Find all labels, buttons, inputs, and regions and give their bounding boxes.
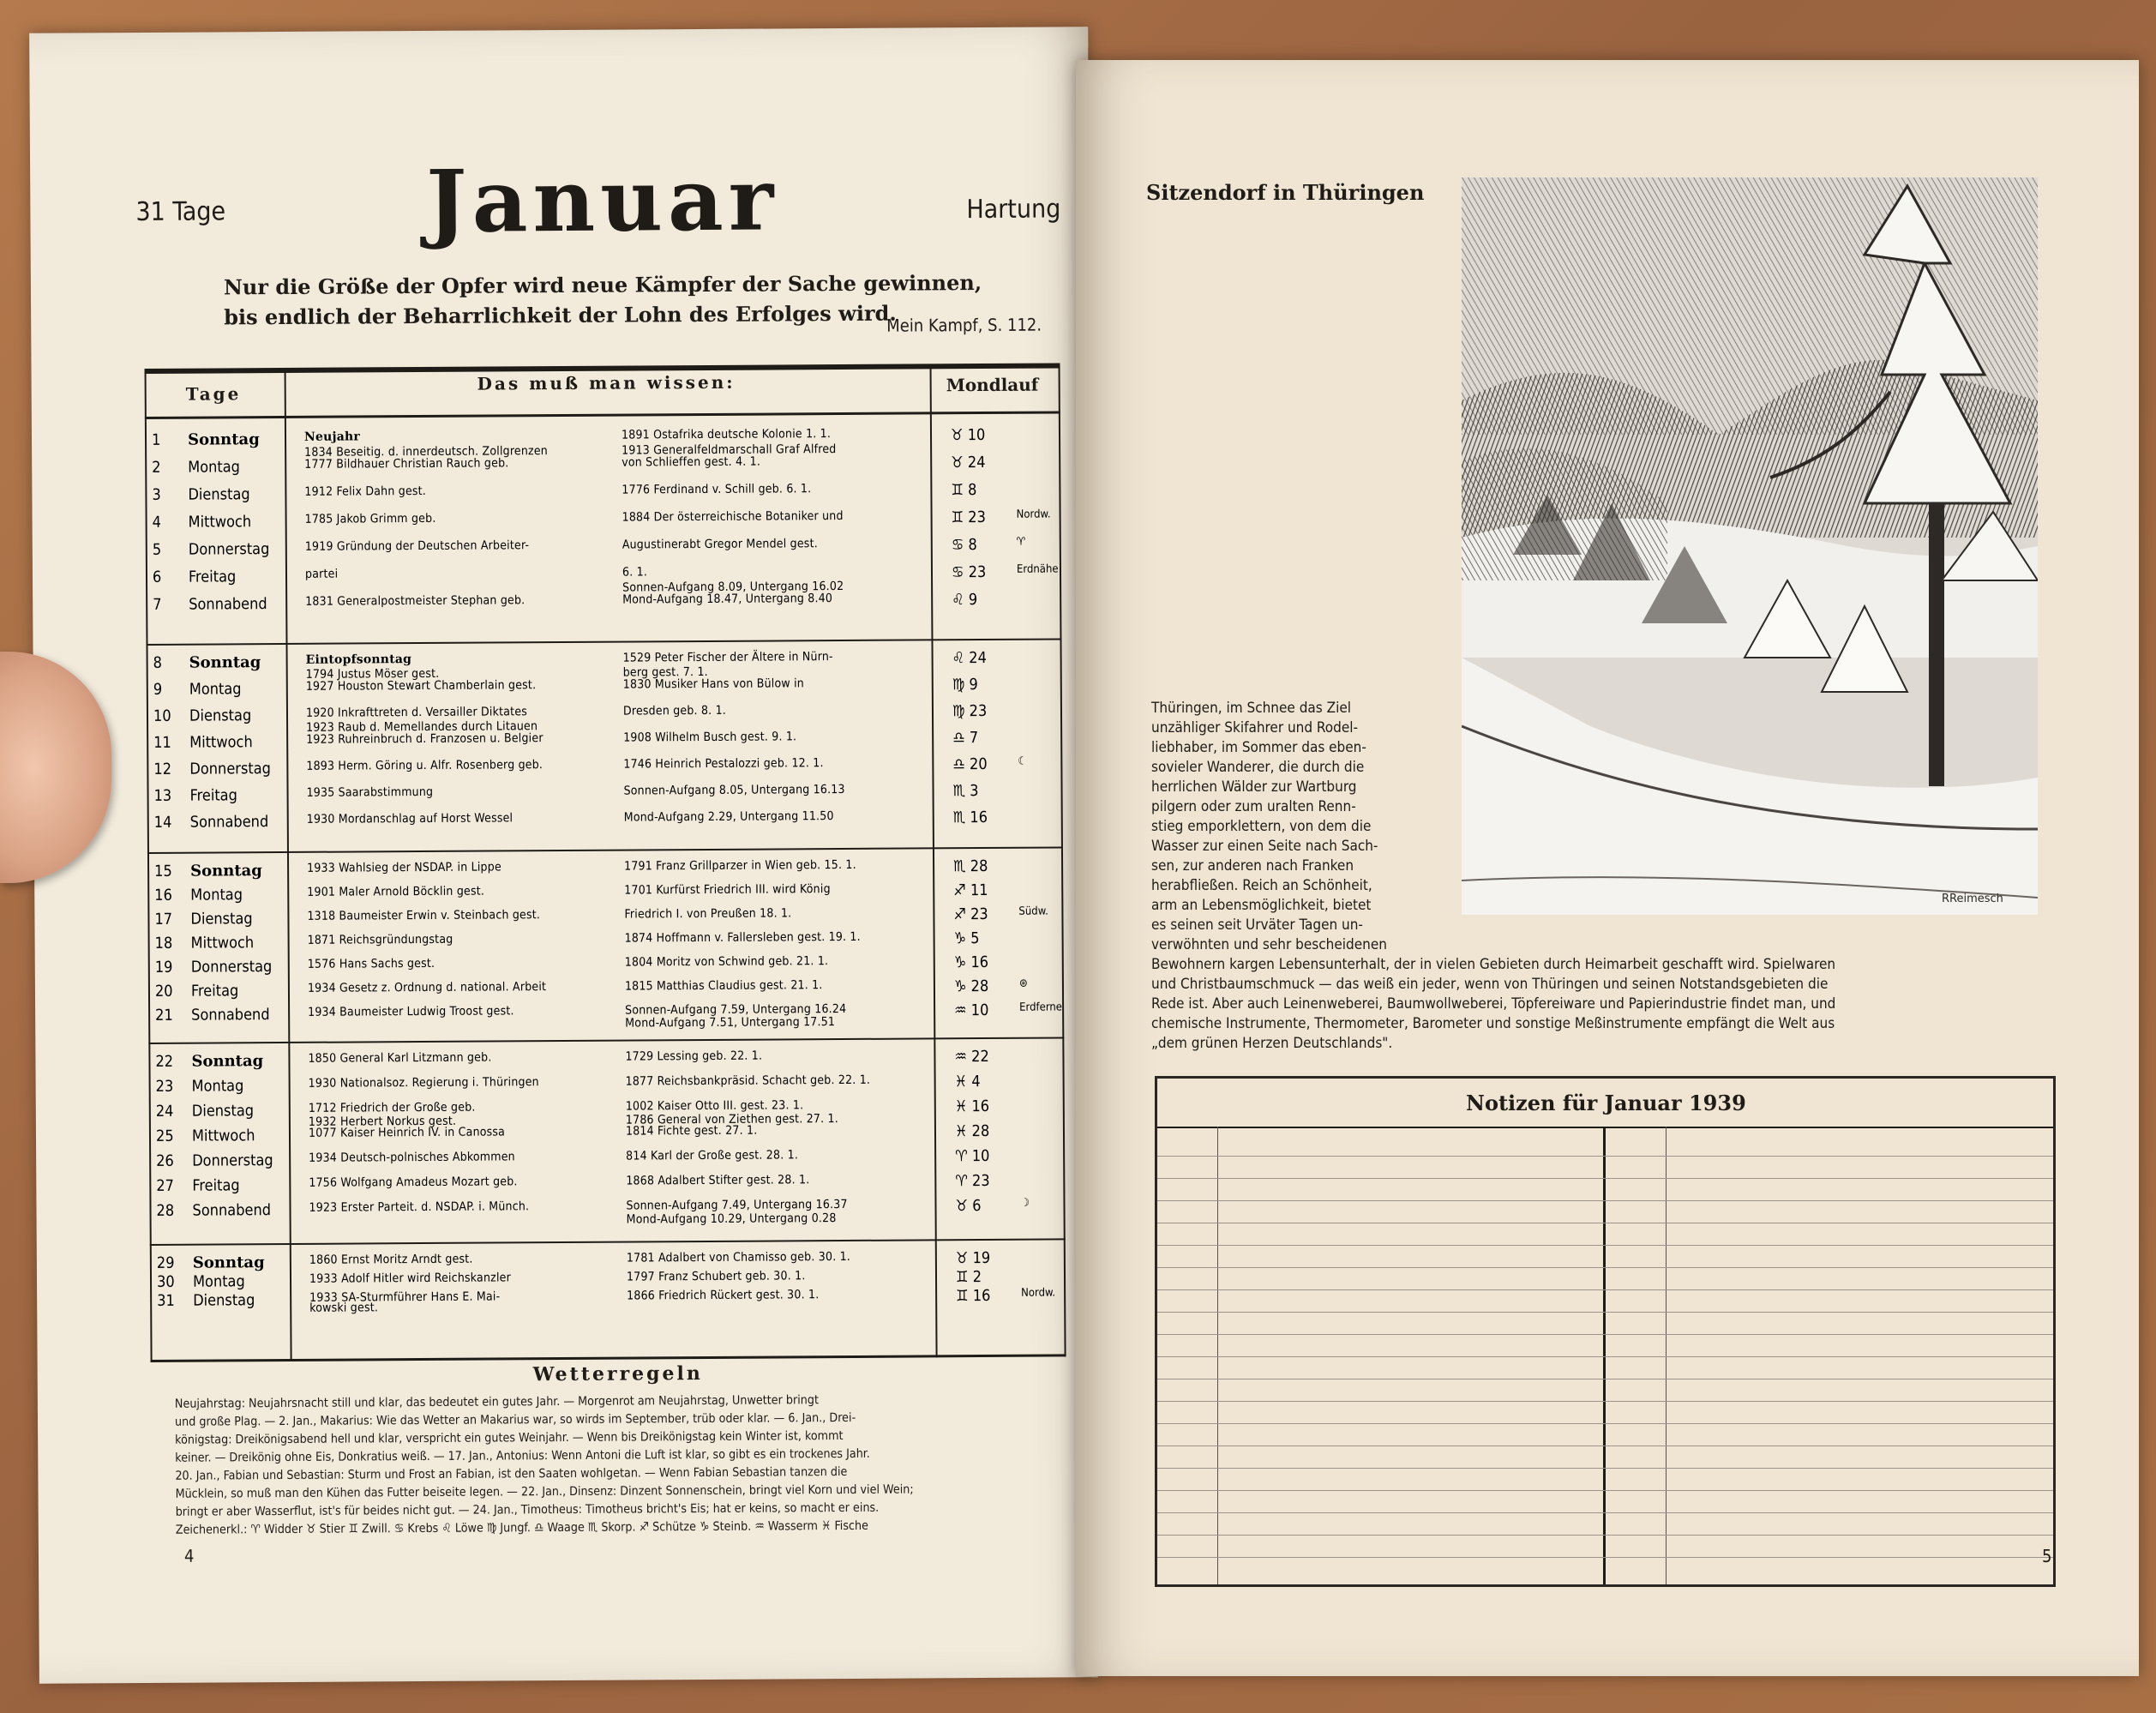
event-left-second: kowski gest. bbox=[309, 1301, 379, 1315]
event-right: 1815 Matthias Claudius gest. 21. 1. bbox=[624, 978, 823, 994]
description-wide-line: Bewohnern kargen Lebensunterhalt, der in vielen Gebieten durch Heimarbeit geschafft wird. Spielwaren bbox=[1151, 956, 1836, 973]
day-number: 14 bbox=[153, 813, 172, 832]
week-separator bbox=[146, 638, 1061, 646]
calendar-row bbox=[33, 562, 1061, 595]
event-left: 1933 SA-Sturmführer Hans E. Mai- bbox=[309, 1289, 501, 1305]
week-separator bbox=[148, 1037, 1064, 1044]
description-line: sovieler Wanderer, die durch die bbox=[1151, 759, 1365, 776]
days-count: 31 Tage bbox=[135, 196, 226, 228]
notes-title: Notizen für Januar 1939 bbox=[1466, 1091, 1746, 1115]
event-left: 1318 Baumeister Erwin v. Steinbach gest. bbox=[307, 908, 541, 923]
moon-position: ♋ 8 bbox=[951, 536, 977, 555]
day-number: 24 bbox=[155, 1102, 174, 1121]
day-number: 3 bbox=[152, 485, 161, 504]
event-left: 1935 Saarabstimmung bbox=[306, 784, 434, 800]
notes-ruled-line bbox=[1157, 1334, 2053, 1335]
day-number: 5 bbox=[152, 540, 162, 559]
day-name: Sonntag bbox=[192, 1253, 265, 1272]
event-left-second: 1932 Herbert Norkus gest. bbox=[308, 1114, 457, 1129]
event-left-second: 1834 Beseitig. d. innerdeutsch. Zollgrenzen bbox=[304, 444, 549, 460]
day-number: 22 bbox=[155, 1052, 174, 1071]
event-right: 1529 Peter Fischer der Ältere in Nürn- bbox=[622, 650, 833, 665]
moon-position: ♑ 5 bbox=[953, 929, 980, 948]
weather-rule-line: und große Plag. — 2. Jan., Makarius: Wie das Wetter an Makarius war, so wirds im September, trüb oder klar. — 6. Jan., Drei- bbox=[174, 1410, 856, 1429]
event-left: 1933 Adolf Hitler wird Reichskanzler bbox=[309, 1271, 512, 1286]
day-number: 23 bbox=[155, 1077, 174, 1096]
left-page bbox=[29, 27, 1098, 1684]
moon-note: ♈ bbox=[1016, 535, 1026, 549]
calendar-row bbox=[35, 1001, 1064, 1031]
calendar-row bbox=[34, 881, 1063, 905]
moon-note: ☽ bbox=[1020, 1196, 1030, 1210]
day-number: 21 bbox=[155, 1006, 173, 1025]
table-bottom-rule bbox=[151, 1354, 1066, 1362]
moon-position: ♒ 10 bbox=[954, 1001, 989, 1020]
calendar-row bbox=[33, 508, 1061, 532]
day-number: 11 bbox=[153, 733, 171, 752]
event-left: 1901 Maler Arnold Böcklin gest. bbox=[307, 884, 485, 899]
event-left: 1860 Ernst Moritz Arndt gest. bbox=[309, 1252, 473, 1267]
event-right: 1781 Adalbert von Chamisso geb. 30. 1. bbox=[626, 1249, 851, 1265]
day-name: Mittwoch bbox=[191, 1127, 255, 1145]
description-line: liebhaber, im Sommer das eben- bbox=[1151, 739, 1366, 756]
moon-note: Südw. bbox=[1018, 905, 1048, 918]
event-left: 1712 Friedrich der Große geb. bbox=[308, 1100, 476, 1115]
moon-position: ♊ 2 bbox=[955, 1268, 982, 1287]
day-number: 1 bbox=[151, 430, 161, 449]
notes-col-2 bbox=[1666, 1127, 1667, 1584]
day-name: Montag bbox=[189, 680, 242, 699]
event-left: 1934 Baumeister Ludwig Troost gest. bbox=[308, 1004, 514, 1019]
day-name: Sonntag bbox=[189, 653, 261, 672]
event-left: 1850 General Karl Litzmann geb. bbox=[308, 1050, 492, 1066]
event-left: 1934 Gesetz z. Ordnung d. national. Arbeit bbox=[307, 980, 547, 995]
page-number-left: 4 bbox=[183, 1545, 195, 1566]
day-number: 4 bbox=[152, 513, 161, 532]
day-number: 26 bbox=[156, 1151, 174, 1170]
event-right: von Schlieffen gest. 4. 1. bbox=[622, 454, 761, 470]
moon-note: ☾ bbox=[1018, 754, 1027, 768]
illustration-title: Sitzendorf in Thüringen bbox=[1146, 180, 1425, 205]
event-right: 1002 Kaiser Otto III. gest. 23. 1. bbox=[625, 1098, 804, 1114]
day-name: Freitag bbox=[189, 786, 237, 805]
day-name: Sonnabend bbox=[192, 1201, 272, 1220]
header-moon: Mondlauf bbox=[946, 374, 1039, 396]
header-know: Das muß man wissen: bbox=[477, 371, 736, 394]
moon-position: ♈ 23 bbox=[955, 1171, 990, 1191]
page-number-right: 5 bbox=[2042, 1546, 2052, 1566]
calendar-row bbox=[36, 1121, 1065, 1146]
day-name: Montag bbox=[190, 886, 243, 905]
event-left: 1923 Erster Parteit. d. NSDAP. i. Münch. bbox=[309, 1199, 530, 1215]
day-number: 18 bbox=[154, 934, 173, 953]
day-number: 20 bbox=[154, 982, 173, 1001]
calendar-row bbox=[33, 701, 1062, 735]
description-line: unzähliger Skifahrer und Rodel- bbox=[1151, 719, 1359, 736]
moon-position: ♌ 24 bbox=[952, 648, 987, 668]
weather-rule-line: Mücklein, so muß man den Kühen das Futter beiseite legen. — 22. Jan., Dinsenz: Dinzent Sonnenschein, bringt viel Korn und viel Wein; bbox=[175, 1482, 914, 1501]
day-number: 25 bbox=[155, 1127, 174, 1145]
day-number: 30 bbox=[156, 1272, 175, 1291]
calendar-row bbox=[36, 1072, 1065, 1097]
snowy-forest-etching bbox=[1462, 177, 2038, 915]
description-wide-line: chemische Instrumente, Thermometer, Barometer und sonstige Meßinstrumente empfängt die Welt aus bbox=[1151, 1015, 1835, 1032]
day-name: Sonntag bbox=[187, 430, 260, 449]
day-number: 28 bbox=[156, 1201, 175, 1220]
moon-position: ♓ 4 bbox=[954, 1073, 981, 1091]
event-right: 6. 1. bbox=[622, 565, 648, 580]
day-name: Freitag bbox=[188, 568, 237, 586]
event-left: partei bbox=[304, 567, 339, 581]
weather-rule-line: 20. Jan., Fabian und Sebastian: Sturm und Frost an Fabian, ist den Saaten wohlgetan. — Wenn Fabian Sebastian tanzen die bbox=[175, 1464, 848, 1483]
day-name: Dienstag bbox=[189, 706, 252, 725]
event-left: 1077 Kaiser Heinrich IV. in Canossa bbox=[308, 1125, 506, 1140]
artist-signature: RReimesch bbox=[1942, 893, 2003, 905]
event-right: Augustinerabt Gregor Mendel gest. bbox=[622, 537, 818, 552]
moon-position: ♊ 16 bbox=[956, 1286, 991, 1306]
notes-ruled-line bbox=[1157, 1200, 2053, 1201]
moon-position: ♋ 23 bbox=[951, 562, 987, 582]
event-right: 1729 Lessing geb. 22. 1. bbox=[625, 1049, 763, 1064]
moon-position: ♉ 10 bbox=[950, 425, 986, 445]
description-line: stieg emporklettern, von dem die bbox=[1151, 818, 1372, 835]
weather-rule-line: keiner. — Dreikönig ohne Eis, Donkratius weiß. — 17. Jan., Antonius: Wenn Antoni die Luft ist klar, so gibt es ein trockenes Jahr. bbox=[175, 1446, 870, 1465]
calendar-row bbox=[33, 675, 1062, 700]
notes-ruled-line bbox=[1157, 1245, 2053, 1246]
event-right: 1797 Franz Schubert geb. 30. 1. bbox=[626, 1269, 806, 1284]
day-name: Montag bbox=[192, 1272, 245, 1291]
month-title: Januar bbox=[425, 148, 779, 252]
notes-ruled-line bbox=[1157, 1289, 2053, 1290]
calendar-row bbox=[34, 781, 1063, 806]
calendar-row bbox=[32, 425, 1060, 460]
calendar-row bbox=[33, 590, 1061, 615]
event-right: 814 Karl der Große gest. 28. 1. bbox=[626, 1148, 799, 1163]
event-right: Dresden geb. 8. 1. bbox=[622, 703, 727, 718]
event-right-second: 1913 Generalfeldmarschall Graf Alfred bbox=[622, 442, 837, 458]
day-number: 2 bbox=[152, 458, 161, 477]
description-line: pilgern oder zum uralten Renn- bbox=[1151, 798, 1356, 815]
event-right-second: Sonnen-Aufgang 8.09, Untergang 16.02 bbox=[622, 579, 844, 595]
calendar-row bbox=[33, 535, 1061, 560]
header-days: Tage bbox=[185, 383, 242, 405]
description-wide-line: und Christbaumschmuck — das weiß ein jeder, wenn von Thüringen und seinen Notstandsgebieten die bbox=[1151, 976, 1829, 993]
event-right: 1866 Friedrich Rückert gest. 30. 1. bbox=[627, 1288, 820, 1303]
event-right: 1791 Franz Grillparzer in Wien geb. 15. 1. bbox=[624, 857, 856, 874]
notes-ruled-line bbox=[1157, 1156, 2053, 1157]
calendar-row bbox=[33, 728, 1062, 753]
notes-ruled-line bbox=[1157, 1557, 2053, 1558]
day-number: 27 bbox=[156, 1176, 175, 1195]
notes-ruled-line bbox=[1157, 1468, 2053, 1469]
event-left: 1785 Jakob Grimm geb. bbox=[304, 511, 436, 526]
calendar-row bbox=[35, 953, 1064, 977]
notes-ruled-line bbox=[1157, 1267, 2053, 1268]
calendar-row bbox=[36, 1171, 1065, 1196]
notes-col-1 bbox=[1217, 1127, 1218, 1584]
old-month-name: Hartung bbox=[966, 194, 1061, 225]
event-left: 1871 Reichsgründungstag bbox=[307, 932, 453, 947]
event-right: 1804 Moritz von Schwind geb. 21. 1. bbox=[624, 954, 829, 970]
moon-position: ♑ 28 bbox=[953, 977, 989, 996]
event-right: Mond-Aufgang 2.29, Untergang 11.50 bbox=[623, 809, 834, 825]
moon-note: ⊛ bbox=[1018, 977, 1028, 990]
event-right-second: Mond-Aufgang 10.29, Untergang 0.28 bbox=[626, 1211, 837, 1227]
quote-source: Mein Kampf, S. 112. bbox=[886, 314, 1042, 336]
day-name: Sonntag bbox=[191, 1052, 264, 1071]
event-right-second: berg gest. 7. 1. bbox=[622, 664, 708, 680]
description-line: arm an Lebensmöglichkeit, bietet bbox=[1151, 897, 1372, 914]
day-name: Sonnabend bbox=[189, 813, 269, 832]
moon-position: ♍ 23 bbox=[952, 701, 988, 721]
event-right: Sonnen-Aufgang 8.05, Untergang 16.13 bbox=[623, 782, 845, 798]
day-number: 12 bbox=[153, 760, 172, 778]
moon-position: ♐ 23 bbox=[953, 905, 988, 924]
event-left: 1923 Ruhreinbruch d. Franzosen u. Belgier bbox=[306, 731, 544, 747]
event-left: 1777 Bildhauer Christian Rauch geb. bbox=[304, 456, 509, 472]
weather-rule-line: Zeichenerkl.: ♈ Widder ♉ Stier ♊ Zwill. ♋ Krebs ♌ Löwe ♍ Jungf. ♎ Waage ♏ Skorp. ♐ Schütze ♑ Steinb. ♒ Wasserm ♓ Fische bbox=[175, 1518, 868, 1537]
event-right: 1891 Ostafrika deutsche Kolonie 1. 1. bbox=[621, 427, 832, 442]
moon-note: Nordw. bbox=[1016, 508, 1051, 521]
moon-position: ♏ 16 bbox=[952, 808, 988, 827]
notes-ruled-line bbox=[1157, 1512, 2053, 1513]
event-left-second: 1794 Justus Möser gest. bbox=[305, 666, 440, 682]
day-name: Dienstag bbox=[193, 1291, 255, 1310]
event-right: 1814 Fichte gest. 27. 1. bbox=[625, 1123, 758, 1139]
description-line: Wasser zur einen Seite nach Sach- bbox=[1151, 838, 1378, 855]
event-right: 1701 Kurfürst Friedrich III. wird König bbox=[624, 882, 831, 898]
event-left: 1930 Mordanschlag auf Horst Wessel bbox=[306, 811, 513, 826]
event-left: Neujahr bbox=[303, 430, 361, 444]
calendar-row bbox=[36, 1097, 1065, 1129]
moon-position: ♒ 22 bbox=[954, 1047, 989, 1067]
moon-position: ♌ 9 bbox=[952, 591, 978, 610]
day-number: 19 bbox=[154, 958, 173, 977]
day-name: Freitag bbox=[192, 1176, 240, 1195]
day-number: 8 bbox=[153, 653, 162, 672]
event-left: 1831 Generalpostmeister Stephan geb. bbox=[305, 593, 525, 609]
winter-landscape-illustration bbox=[1462, 177, 2038, 915]
event-right: 1884 Der österreichische Botaniker und bbox=[622, 509, 844, 525]
event-left: Eintopfsonntag bbox=[305, 652, 412, 667]
weather-rule-line: bringt er aber Wasserflut, ist's für beides nicht gut. — 24. Jan., Timotheus: Timotheus bricht's Eis; hat er keins, so macht er eins. bbox=[175, 1500, 880, 1519]
day-number: 10 bbox=[153, 706, 171, 725]
event-right: 1877 Reichsbankpräsid. Schacht geb. 22. 1. bbox=[625, 1073, 871, 1089]
event-left: 1576 Hans Sachs gest. bbox=[307, 956, 435, 971]
day-name: Sonntag bbox=[190, 862, 262, 881]
weather-rule-line: königstag: Dreikönigsabend hell und klar, verspricht ein gutes Weinjahr. — Wenn bis Dreikönigstag kein Winter ist, kommt bbox=[175, 1429, 844, 1447]
day-number: 13 bbox=[153, 786, 172, 805]
calendar-row bbox=[36, 1146, 1065, 1171]
event-left: 1893 Herm. Göring u. Alfr. Rosenberg geb. bbox=[306, 758, 544, 773]
event-right: Sonnen-Aufgang 7.59, Untergang 16.24 bbox=[625, 1001, 847, 1018]
moon-position: ♈ 10 bbox=[955, 1146, 990, 1166]
calendar-row bbox=[33, 754, 1062, 779]
day-name: Donnerstag bbox=[190, 958, 273, 977]
moon-position: ♊ 23 bbox=[951, 508, 986, 527]
event-left: 1934 Deutsch-polnisches Abkommen bbox=[309, 1150, 515, 1165]
moon-position: ♓ 28 bbox=[954, 1121, 990, 1141]
moon-position: ♑ 16 bbox=[953, 953, 989, 972]
event-right: 1746 Heinrich Pestalozzi geb. 12. 1. bbox=[623, 756, 824, 772]
quote-line-2: bis endlich der Beharrlichkeit der Lohn des Erfolges wird. bbox=[224, 300, 897, 330]
notes-ruled-line bbox=[1157, 1490, 2053, 1491]
moon-position: ♍ 9 bbox=[952, 676, 978, 694]
moon-note: Erdnähe bbox=[1016, 562, 1059, 576]
notes-table bbox=[1155, 1076, 2056, 1587]
day-name: Mittwoch bbox=[190, 934, 255, 953]
description-line: herabfließen. Reich an Schönheit, bbox=[1151, 877, 1372, 894]
notes-ruled-line bbox=[1157, 1401, 2053, 1402]
day-number: 29 bbox=[156, 1253, 175, 1272]
day-number: 31 bbox=[157, 1291, 175, 1310]
moon-position: ♎ 7 bbox=[952, 729, 979, 748]
moon-position: ♊ 8 bbox=[951, 481, 977, 500]
description-wide-line: „dem grünen Herzen Deutschlands". bbox=[1151, 1035, 1393, 1052]
moon-note: Erdferne bbox=[1019, 1001, 1063, 1014]
event-left: 1920 Inkrafttreten d. Versailler Diktates bbox=[305, 705, 528, 720]
description-line: sen, zur anderen nach Franken bbox=[1151, 857, 1354, 875]
weather-rule-line: Neujahrstag: Neujahrsnacht still und klar, das bedeutet ein gutes Jahr. — Morgenrot am Neujahrstag, Unwetter bringt bbox=[174, 1393, 820, 1411]
event-right: Sonnen-Aufgang 7.49, Untergang 16.37 bbox=[626, 1197, 848, 1213]
calendar-row bbox=[35, 1047, 1064, 1072]
day-name: Dienstag bbox=[190, 910, 253, 929]
event-right: 1908 Wilhelm Busch gest. 9. 1. bbox=[623, 730, 797, 745]
event-right: 1874 Hoffmann v. Fallersleben gest. 19. 1. bbox=[624, 929, 861, 946]
event-left-second: 1923 Raub d. Memellandes durch Litauen bbox=[306, 719, 538, 735]
event-left: 1930 Nationalsoz. Regierung i. Thüringen bbox=[308, 1075, 539, 1091]
description-line: Thüringen, im Schnee das Ziel bbox=[1151, 700, 1351, 717]
week-separator bbox=[150, 1238, 1066, 1246]
moon-position: ♉ 19 bbox=[955, 1248, 991, 1268]
event-right: 1830 Musiker Hans von Bülow in bbox=[622, 676, 805, 692]
day-name: Donnerstag bbox=[188, 540, 270, 559]
day-name: Mittwoch bbox=[189, 733, 253, 752]
moon-position: ♐ 11 bbox=[953, 881, 988, 900]
event-right: Mond-Aufgang 18.47, Untergang 8.40 bbox=[622, 592, 833, 607]
notes-ruled-line bbox=[1157, 1178, 2053, 1179]
calendar-row bbox=[32, 453, 1060, 478]
day-number: 6 bbox=[152, 568, 162, 586]
day-number: 7 bbox=[153, 595, 162, 614]
event-right-second: Mond-Aufgang 7.51, Untergang 17.51 bbox=[625, 1015, 836, 1031]
moon-position: ♏ 3 bbox=[952, 782, 979, 801]
week-separator bbox=[147, 846, 1063, 854]
day-name: Sonnabend bbox=[189, 595, 267, 614]
moon-position: ♉ 24 bbox=[951, 453, 986, 472]
notes-ruled-line bbox=[1157, 1312, 2053, 1313]
event-right: Friedrich I. von Preußen 18. 1. bbox=[624, 906, 792, 922]
notes-ruled-line bbox=[1157, 1535, 2053, 1536]
calendar-row bbox=[35, 929, 1064, 953]
event-left: 1756 Wolfgang Amadeus Mozart geb. bbox=[309, 1175, 518, 1190]
moon-position: ♏ 28 bbox=[953, 856, 988, 876]
moon-note: Nordw. bbox=[1021, 1286, 1056, 1300]
notes-ruled-line bbox=[1157, 1356, 2053, 1357]
moon-position: ♉ 6 bbox=[955, 1197, 982, 1216]
day-name: Dienstag bbox=[188, 485, 250, 504]
notes-ruled-line bbox=[1157, 1423, 2053, 1424]
day-name: Dienstag bbox=[191, 1102, 255, 1121]
moon-position: ♓ 16 bbox=[954, 1097, 990, 1116]
notes-col-divider bbox=[1603, 1127, 1606, 1584]
table-header-rule bbox=[145, 411, 1060, 419]
calendar-row bbox=[34, 856, 1063, 881]
day-number: 17 bbox=[154, 910, 173, 929]
event-right: 1868 Adalbert Stifter gest. 28. 1. bbox=[626, 1173, 810, 1188]
calendar-row bbox=[32, 480, 1060, 505]
calendar-row bbox=[34, 808, 1063, 832]
calendar-row bbox=[34, 905, 1063, 929]
event-left: 1912 Felix Dahn gest. bbox=[304, 484, 427, 499]
event-right: 1776 Ferdinand v. Schill geb. 6. 1. bbox=[622, 482, 812, 497]
day-name: Mittwoch bbox=[188, 513, 252, 532]
quote-line-1: Nur die Größe der Opfer wird neue Kämpfer der Sache gewinnen, bbox=[223, 270, 982, 300]
description-wide-line: Rede ist. Aber auch Leinenweberei, Baumwollweberei, Töpfereiware und Papierindustrie findet man, und bbox=[1151, 995, 1836, 1013]
description-line: verwöhnten und sehr bescheidenen bbox=[1151, 936, 1387, 953]
day-name: Montag bbox=[191, 1077, 244, 1096]
calendar-row bbox=[35, 977, 1064, 1001]
day-name: Sonnabend bbox=[191, 1006, 270, 1025]
event-left: 1927 Houston Stewart Chamberlain gest. bbox=[305, 678, 537, 694]
calendar-row bbox=[36, 1196, 1065, 1227]
event-left: 1933 Wahlsieg der NSDAP. in Lippe bbox=[307, 860, 501, 875]
day-number: 9 bbox=[153, 680, 163, 699]
weather-title: Wetterregeln bbox=[532, 1362, 703, 1386]
day-name: Freitag bbox=[190, 982, 239, 1001]
day-number: 16 bbox=[154, 886, 172, 905]
description-line: es seinen seit Urväter Tagen un- bbox=[1151, 917, 1363, 934]
day-name: Donnerstag bbox=[192, 1151, 273, 1170]
event-right-second: 1786 General von Ziethen gest. 27. 1. bbox=[625, 1112, 838, 1127]
day-name: Donnerstag bbox=[189, 760, 271, 778]
description-line: herrlichen Wälder zur Wartburg bbox=[1151, 778, 1357, 796]
day-number: 15 bbox=[154, 862, 172, 881]
moon-position: ♎ 20 bbox=[952, 754, 988, 774]
day-name: Montag bbox=[188, 458, 240, 477]
calendar-row bbox=[33, 648, 1062, 682]
event-left: 1919 Gründung der Deutschen Arbeiter- bbox=[304, 538, 530, 554]
